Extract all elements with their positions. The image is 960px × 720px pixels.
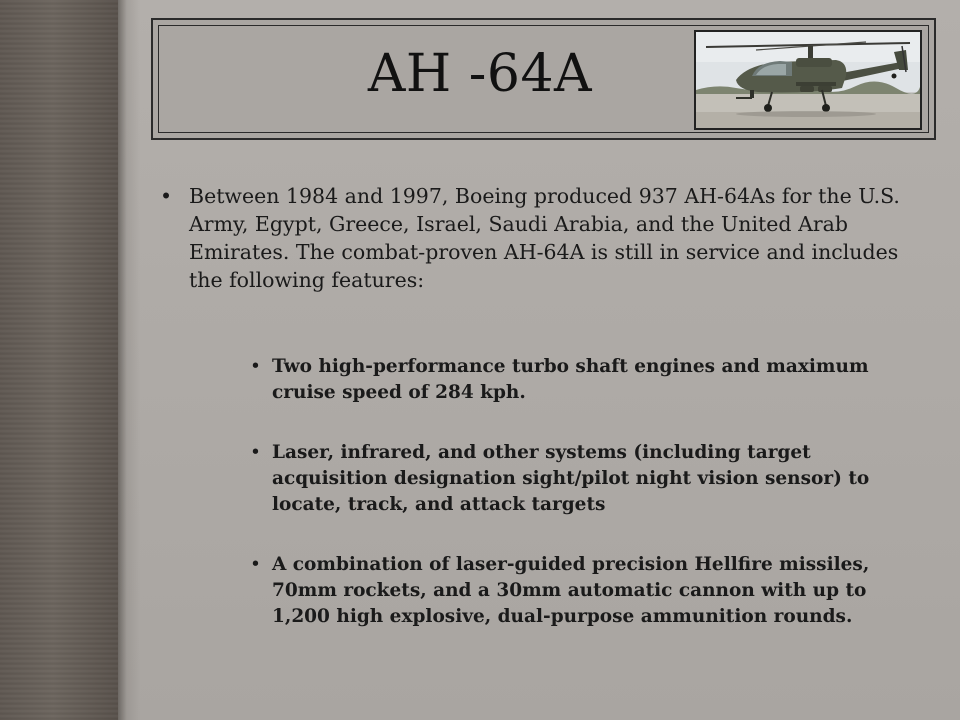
main-bullet-text: Between 1984 and 1997, Boeing produced 937 AH-64As for the U.S. Army, Egypt, Greece, Israel, Saudi Arabia, and the United Arab Emirates. The combat-proven AH-64A is still in service and includes the following features: xyxy=(189,184,900,292)
feature-list xyxy=(250,354,930,664)
bullet-marker: • xyxy=(160,184,173,208)
apache-helicopter-photo xyxy=(694,30,922,130)
feature-text: A combination of laser-guided precision Hellfire missiles, 70mm rockets, and a 30mm automatic cannon with up to 1,200 high explosive, dual-purpose ammunition rounds. xyxy=(272,554,870,627)
slide-title: AH -64A xyxy=(367,44,593,104)
bullet-marker: • xyxy=(250,356,261,377)
left-decorative-bar xyxy=(0,0,118,720)
feature-text: Laser, infrared, and other systems (including target acquisition designation sight/pilot night vision sensor) to locate, track, and attack targets xyxy=(272,442,870,515)
helicopter-illustration xyxy=(696,32,920,128)
feature-item-weapons xyxy=(250,552,930,630)
feature-item-sensors xyxy=(250,440,930,518)
left-bar-shadow xyxy=(118,0,140,720)
main-bullet xyxy=(160,182,900,294)
feature-text: Two high-performance turbo shaft engines and maximum cruise speed of 284 kph. xyxy=(272,356,869,403)
bullet-marker: • xyxy=(250,442,261,463)
feature-item-engines xyxy=(250,354,930,406)
bullet-marker: • xyxy=(250,554,261,575)
